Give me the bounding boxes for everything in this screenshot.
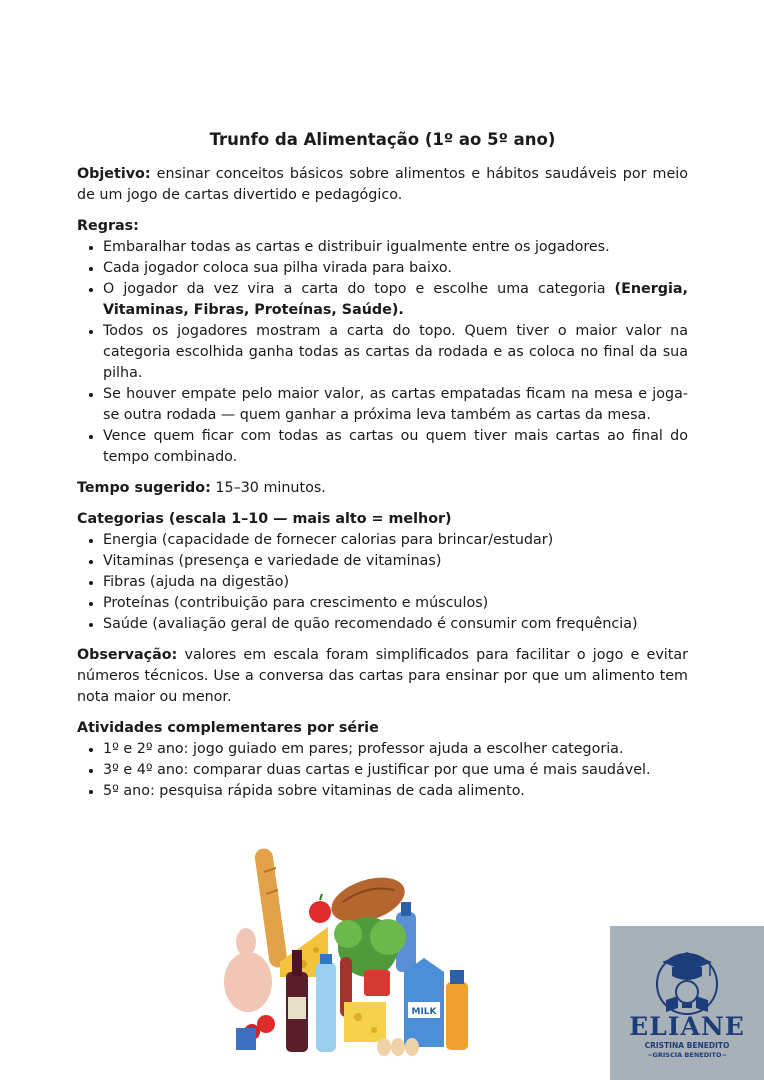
tempo-text: 15–30 minutos. <box>210 480 326 496</box>
regras-list <box>77 237 688 468</box>
list-item: • Proteínas (contribuição para crescimento e músculos) <box>103 593 688 614</box>
logo-subtitle-2: ~GRISCIA BENEDITO~ <box>647 1051 727 1059</box>
list-item: • Vitaminas (presença e variedade de vitaminas) <box>103 551 688 572</box>
atividades-list <box>77 739 688 802</box>
list-item: • Todos os jogadores mostram a carta do topo. Quem tiver o maior valor na categoria escolhida ganha todas as cartas da rodada e as coloca no final da sua pilha. <box>103 321 688 384</box>
list-item: • Fibras (ajuda na digestão) <box>103 572 688 593</box>
objetivo-paragraph <box>77 164 688 206</box>
atividades-heading: Atividades complementares por série <box>77 720 379 736</box>
list-item: • 1º e 2º ano: jogo guiado em pares; professor ajuda a escolher categoria. <box>103 739 688 760</box>
categorias-bold-list: (Energia, Vitaminas, Fibras, Proteínas, Saúde). <box>103 281 688 318</box>
milk-label: MILK <box>411 1007 437 1017</box>
list-item: • Cada jogador coloca sua pilha virada para baixo. <box>103 258 688 279</box>
tempo-paragraph <box>77 478 688 499</box>
categorias-heading: Categorias (escala 1–10 — mais alto = melhor) <box>77 511 452 527</box>
categorias-section <box>77 509 688 635</box>
author-logo <box>610 926 764 1080</box>
graduation-bulb-icon <box>610 926 764 1016</box>
list-item: • Energia (capacidade de fornecer calorias para brincar/estudar) <box>103 530 688 551</box>
regras-item-text: O jogador da vez vira a carta do topo e escolhe uma categoria <box>103 281 615 297</box>
list-item <box>103 279 688 321</box>
objetivo-label: Objetivo: <box>77 166 151 182</box>
groceries-illustration-icon <box>218 842 476 1057</box>
list-item: • Saúde (avaliação geral de quão recomendado é consumir com frequência) <box>103 614 688 635</box>
page-title: Trunfo da Alimentação (1º ao 5º ano) <box>209 130 556 149</box>
logo-name: ELIANE <box>629 1012 745 1041</box>
list-item: • 5º ano: pesquisa rápida sobre vitaminas de cada alimento. <box>103 781 688 802</box>
list-item: • 3º e 4º ano: comparar duas cartas e justificar por que uma é mais saudável. <box>103 760 688 781</box>
list-item: • Se houver empate pelo maior valor, as cartas empatadas ficam na mesa e joga-se outra rodada — quem ganhar a próxima leva também as cartas da mesa. <box>103 384 688 426</box>
atividades-section <box>77 718 688 802</box>
list-item: • Embaralhar todas as cartas e distribuir igualmente entre os jogadores. <box>103 237 688 258</box>
document-page <box>77 128 688 802</box>
tempo-label: Tempo sugerido: <box>77 480 211 496</box>
regras-heading: Regras: <box>77 218 139 234</box>
objetivo-text: ensinar conceitos básicos sobre alimentos e hábitos saudáveis por meio de um jogo de cartas divertido e pedagógico. <box>77 166 688 203</box>
regras-section <box>77 216 688 468</box>
observacao-text: valores em escala foram simplificados para facilitar o jogo e evitar números técnicos. Use a conversa das cartas para ensinar por que um alimento tem nota maior ou menor. <box>77 647 688 705</box>
categorias-list <box>77 530 688 635</box>
observacao-paragraph <box>77 645 688 708</box>
list-item: • Vence quem ficar com todas as cartas ou quem tiver mais cartas ao final do tempo combinado. <box>103 426 688 468</box>
observacao-label: Observação: <box>77 647 178 663</box>
logo-subtitle: CRISTINA BENEDITO <box>644 1041 730 1050</box>
